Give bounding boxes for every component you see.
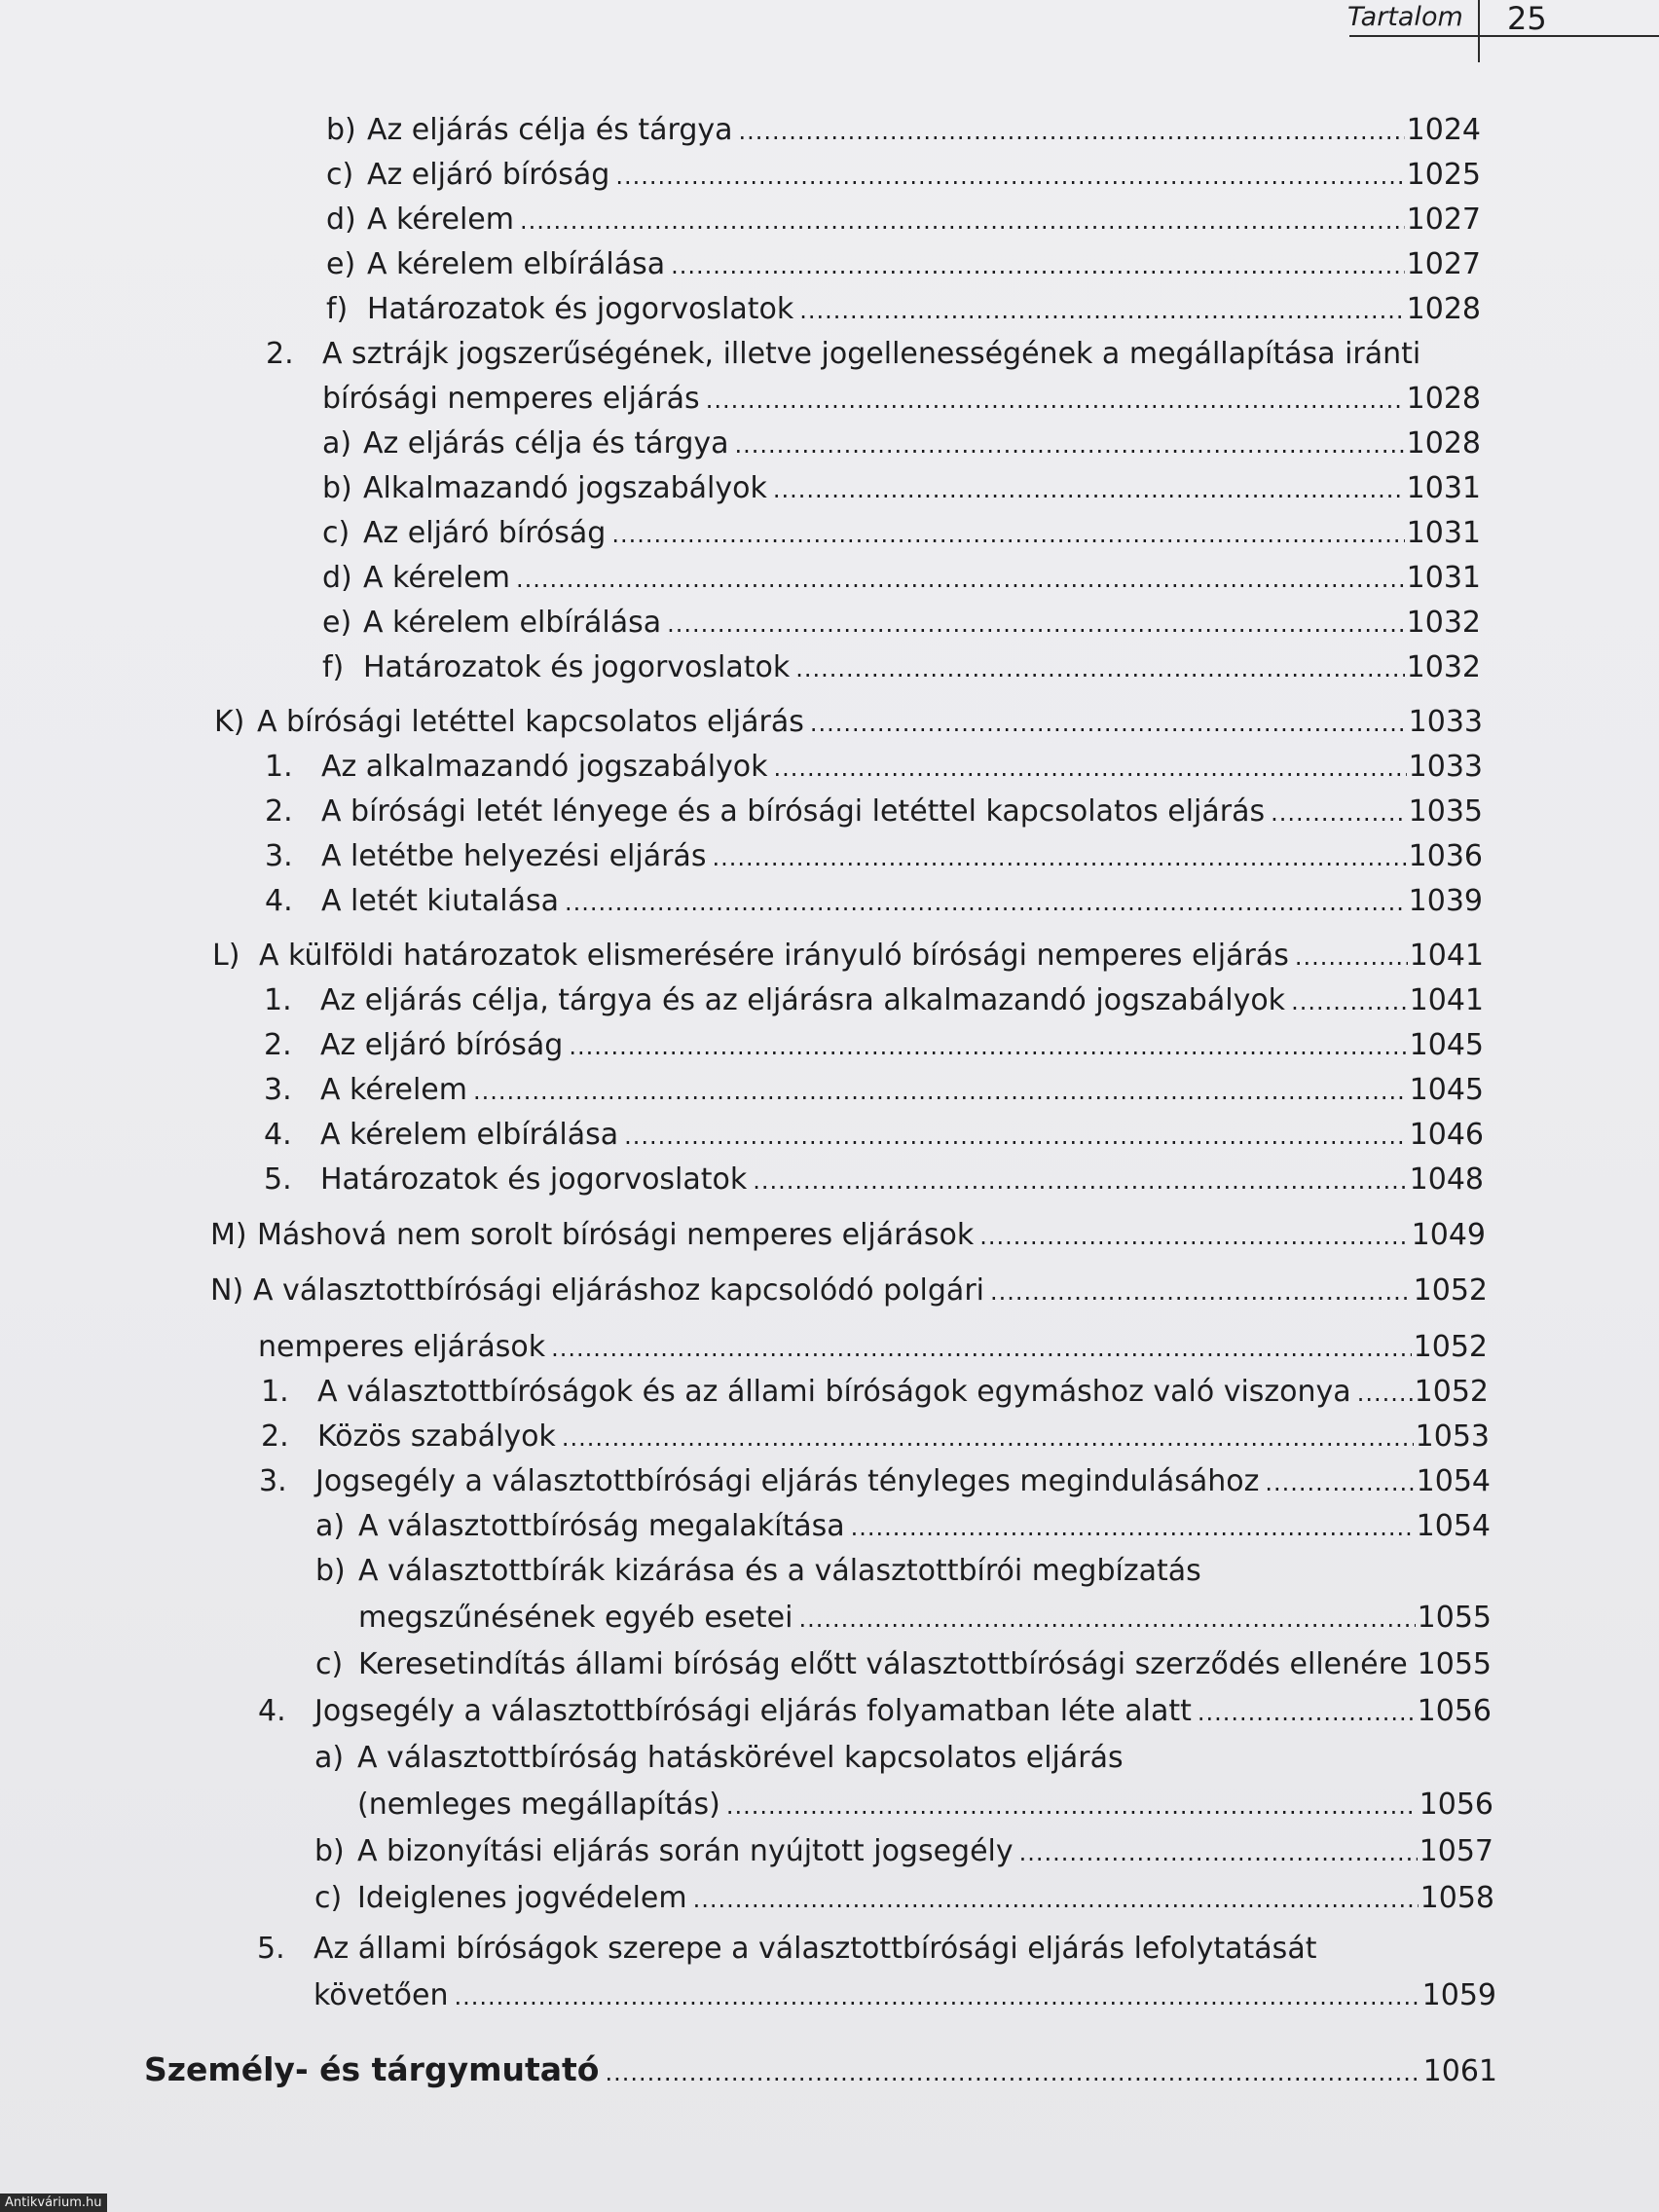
toc-title: A bírósági letéttel kapcsolatos eljárás <box>257 705 804 739</box>
toc-leader <box>667 605 1405 644</box>
toc-marker: c) <box>322 516 350 550</box>
toc-page: 1031 <box>1406 561 1481 595</box>
toc-marker: 2. <box>266 337 294 371</box>
toc-page: 1041 <box>1409 983 1484 1017</box>
toc-title: Határozatok és jogorvoslatok <box>363 650 791 684</box>
toc-leader <box>773 470 1405 509</box>
toc-marker: d) <box>326 203 356 237</box>
toc-entry <box>322 469 1481 509</box>
running-head-title: Tartalom <box>1347 2 1463 32</box>
toc-leader <box>1357 1374 1413 1413</box>
toc-title: Az eljárás célja, tárgya és az eljárásra alkalmazandó jogszabályok <box>320 983 1286 1017</box>
toc-page: 1027 <box>1406 203 1481 237</box>
toc-entry-continuation <box>357 1786 1493 1825</box>
toc-leader <box>1295 938 1408 977</box>
toc-title: A bizonyítási eljárás során nyújtott jogsegély <box>357 1834 1014 1868</box>
toc-entry <box>326 156 1481 196</box>
toc-page: 1033 <box>1408 705 1483 739</box>
toc-leader <box>1198 1693 1416 1732</box>
toc-leader <box>1291 982 1408 1021</box>
toc-marker: e) <box>326 247 356 281</box>
toc-title: A kérelem <box>367 203 514 237</box>
toc-page: 1028 <box>1406 292 1481 326</box>
toc-title: Határozatok és jogorvoslatok <box>320 1162 748 1197</box>
index-title: Személy- és tárgymutató <box>144 2050 600 2088</box>
toc-page: 1025 <box>1406 158 1481 192</box>
toc-title: Az alkalmazandó jogszabályok <box>321 750 768 784</box>
toc-leader <box>1265 1463 1414 1502</box>
toc-page: 1054 <box>1416 1464 1491 1498</box>
toc-entry <box>261 1373 1489 1413</box>
toc-page: 1045 <box>1409 1028 1484 1062</box>
toc-page: 1031 <box>1406 516 1481 550</box>
toc-title: A külföldi határozatok elismerésére irányuló bírósági nemperes eljárás <box>259 939 1289 973</box>
toc-title: megszűnésének egyéb esetei <box>358 1601 793 1635</box>
toc-marker: 3. <box>259 1464 287 1498</box>
toc-title: Az eljáró bíróság <box>367 158 610 192</box>
toc-leader <box>990 1272 1412 1311</box>
toc-leader <box>795 649 1404 688</box>
toc-title: A kérelem elbírálása <box>363 606 662 640</box>
toc-page: 1048 <box>1409 1162 1484 1197</box>
toc-title: Jogsegély a választottbírósági eljárás tényleges megindulásához <box>315 1464 1260 1498</box>
toc-entry <box>326 201 1481 240</box>
toc-section-entry <box>210 1216 1486 1256</box>
toc-entry <box>315 1552 1491 1591</box>
toc-page: 1031 <box>1406 471 1481 505</box>
toc-title: nemperes eljárások <box>258 1330 546 1364</box>
toc-entry <box>265 837 1483 877</box>
toc-marker: a) <box>322 426 352 461</box>
toc-entry <box>265 748 1483 788</box>
toc-page: 1052 <box>1413 1273 1488 1308</box>
toc-marker: N) <box>210 1273 244 1308</box>
toc-marker: b) <box>315 1554 346 1588</box>
toc-leader <box>516 560 1405 599</box>
toc-marker: b) <box>314 1834 345 1868</box>
toc-entry-continuation <box>358 1599 1492 1639</box>
toc-page: 1028 <box>1406 382 1481 416</box>
toc-leader <box>851 1508 1415 1547</box>
toc-title: A kérelem elbírálása <box>320 1118 619 1152</box>
toc-entry <box>322 514 1481 554</box>
toc-marker: d) <box>322 561 352 595</box>
toc-title: Alkalmazandó jogszabályok <box>363 471 767 505</box>
toc-page: 1046 <box>1409 1118 1484 1152</box>
toc-title: A kérelem <box>320 1073 467 1107</box>
toc-title: bírósági nemperes eljárás <box>322 382 700 416</box>
toc-marker: K) <box>214 705 245 739</box>
toc-entry <box>261 1418 1490 1457</box>
toc-title: A sztrájk jogszerűségének, illetve jogellenességének a megállapítása iránti <box>322 337 1421 371</box>
toc-leader <box>712 838 1406 877</box>
toc-leader <box>454 1977 1419 2016</box>
toc-title: Ideiglenes jogvédelem <box>357 1881 687 1915</box>
toc-title: A választottbírák kizárása és a választottbírói megbízatás <box>358 1554 1201 1588</box>
toc-page: 1056 <box>1419 1788 1493 1822</box>
toc-entry <box>314 1879 1494 1919</box>
toc-entry <box>322 559 1481 599</box>
toc-leader <box>569 1027 1407 1066</box>
toc-leader <box>1414 1646 1416 1685</box>
toc-page: 1024 <box>1406 113 1481 147</box>
toc-leader <box>979 1217 1409 1256</box>
toc-title: Keresetindítás állami bíróság előtt választottbírósági szerződés ellenére <box>358 1647 1408 1681</box>
toc-page: 1028 <box>1406 426 1481 461</box>
header-divider <box>1478 0 1480 62</box>
toc-marker: 4. <box>265 884 293 918</box>
toc-page: 1045 <box>1409 1073 1484 1107</box>
toc-entry <box>264 1161 1484 1200</box>
toc-title: Jogsegély a választottbírósági eljárás folyamatban léte alatt <box>314 1694 1192 1728</box>
toc-page: 1039 <box>1408 884 1483 918</box>
toc-title: Az eljáró bíróság <box>363 516 607 550</box>
toc-entry <box>322 604 1481 644</box>
toc-title: A kérelem <box>363 561 510 595</box>
toc-page: 1058 <box>1419 1881 1494 1915</box>
toc-title: A választottbíróság megalakítása <box>358 1509 845 1543</box>
toc-index-entry <box>144 2050 1497 2092</box>
toc-leader <box>520 202 1405 240</box>
toc-marker: f) <box>322 650 345 684</box>
toc-entry <box>264 1116 1484 1156</box>
toc-title: Az állami bíróságok szerepe a választottbírósági eljárás lefolytatását <box>313 1932 1317 1966</box>
toc-page: 1055 <box>1417 1647 1492 1681</box>
toc-title: A bírósági letét lényege és a bírósági letéttel kapcsolatos eljárás <box>321 794 1266 829</box>
watermark: Antikvárium.hu <box>0 2194 107 2212</box>
toc-entry <box>315 1645 1492 1685</box>
toc-page: 1056 <box>1417 1694 1492 1728</box>
toc-entry <box>322 424 1481 464</box>
toc-leader <box>671 246 1405 285</box>
toc-entry <box>265 882 1483 922</box>
toc-marker: e) <box>322 606 352 640</box>
toc-page: 1041 <box>1409 939 1484 973</box>
toc-leader <box>706 381 1405 420</box>
toc-section-entry <box>212 937 1484 977</box>
toc-leader <box>1271 793 1407 832</box>
toc-marker: a) <box>314 1741 345 1775</box>
toc-entry <box>265 793 1483 832</box>
toc-page: 1035 <box>1408 794 1483 829</box>
toc-entry-continuation <box>258 1328 1488 1368</box>
toc-page: 1053 <box>1415 1419 1490 1454</box>
toc-marker: 4. <box>264 1118 292 1152</box>
toc-title: Az eljárás célja és tárgya <box>367 113 733 147</box>
toc-title: A letét kiutalása <box>321 884 559 918</box>
toc-leader <box>774 749 1407 788</box>
toc-section-entry <box>214 703 1483 743</box>
toc-leader <box>753 1161 1407 1200</box>
toc-leader <box>735 425 1405 464</box>
toc-page: 1052 <box>1413 1330 1488 1364</box>
toc-marker: b) <box>326 113 356 147</box>
toc-page: 1052 <box>1414 1375 1489 1409</box>
page-number: 25 <box>1507 0 1547 37</box>
toc-marker: 1. <box>261 1375 289 1409</box>
toc-leader <box>562 1419 1414 1457</box>
toc-entry <box>314 1739 1493 1778</box>
toc-leader <box>605 2053 1420 2092</box>
toc-entry <box>326 290 1481 330</box>
toc-marker: M) <box>210 1218 247 1252</box>
toc-page: 1027 <box>1406 247 1481 281</box>
toc-entry <box>264 1071 1484 1111</box>
toc-entry <box>322 648 1481 688</box>
toc-page: 1036 <box>1408 839 1483 873</box>
toc-title: (nemleges megállapítás) <box>357 1788 720 1822</box>
toc-title: A választottbíróság hatáskörével kapcsolatos eljárás <box>357 1741 1124 1775</box>
toc-marker: 5. <box>257 1932 285 1966</box>
toc-marker: 3. <box>264 1073 292 1107</box>
toc-leader <box>551 1329 1412 1368</box>
toc-marker: 2. <box>264 1028 292 1062</box>
toc-entry <box>264 981 1484 1021</box>
toc-entry <box>314 1832 1493 1872</box>
toc-marker: c) <box>314 1881 343 1915</box>
toc-page: 1054 <box>1416 1509 1491 1543</box>
toc-leader <box>739 112 1405 151</box>
toc-marker: c) <box>315 1647 344 1681</box>
toc-page: 1061 <box>1422 2054 1497 2088</box>
toc-marker: L) <box>212 939 240 973</box>
toc-entry <box>264 1026 1484 1066</box>
toc-leader <box>615 157 1404 196</box>
toc-marker: 1. <box>265 750 293 784</box>
toc-section-entry <box>210 1272 1488 1311</box>
toc-marker: 5. <box>264 1162 292 1197</box>
toc-entry <box>326 245 1481 285</box>
toc-marker: a) <box>315 1509 346 1543</box>
toc-page: 1055 <box>1417 1601 1492 1635</box>
toc-entry-continuation <box>322 380 1481 420</box>
toc-entry <box>259 1462 1491 1502</box>
toc-marker: 4. <box>258 1694 286 1728</box>
toc-entry <box>326 111 1481 151</box>
header-rule <box>1349 35 1659 37</box>
toc-marker: f) <box>326 292 349 326</box>
toc-entry <box>266 335 1481 374</box>
toc-page: 1032 <box>1406 606 1481 640</box>
toc-title: Közös szabályok <box>317 1419 556 1454</box>
toc-marker: 2. <box>261 1419 289 1454</box>
toc-marker: 3. <box>265 839 293 873</box>
toc-title: A választottbíróságok és az állami bíróságok egymáshoz való viszonya <box>317 1375 1351 1409</box>
toc-page: 1032 <box>1406 650 1481 684</box>
toc-title: A letétbe helyezési eljárás <box>321 839 707 873</box>
toc-page: 1059 <box>1421 1978 1496 2012</box>
toc-leader <box>798 1600 1415 1639</box>
toc-title: Az eljárás célja és tárgya <box>363 426 729 461</box>
toc-leader <box>726 1787 1418 1825</box>
toc-page: 1049 <box>1411 1218 1486 1252</box>
toc-leader <box>624 1117 1408 1156</box>
toc-marker: c) <box>326 158 354 192</box>
toc-leader <box>693 1880 1419 1919</box>
toc-page: 1057 <box>1419 1834 1493 1868</box>
toc-title: A választottbírósági eljáráshoz kapcsolódó polgári <box>253 1273 984 1308</box>
toc-leader <box>810 704 1407 743</box>
toc-entry <box>258 1692 1492 1732</box>
toc-title: Határozatok és jogorvoslatok <box>367 292 794 326</box>
toc-leader <box>473 1072 1408 1111</box>
toc-entry <box>257 1930 1495 1969</box>
toc-leader <box>1019 1833 1418 1872</box>
toc-leader <box>611 515 1404 554</box>
toc-leader <box>565 883 1407 922</box>
toc-marker: b) <box>322 471 352 505</box>
toc-leader <box>799 291 1404 330</box>
toc-page: 1033 <box>1408 750 1483 784</box>
toc-entry-continuation <box>313 1976 1496 2016</box>
toc-title: Az eljáró bíróság <box>320 1028 564 1062</box>
toc-marker: 2. <box>265 794 293 829</box>
toc-title: A kérelem elbírálása <box>367 247 666 281</box>
toc-title: követően <box>313 1978 449 2012</box>
toc-title: Máshová nem sorolt bírósági nemperes eljárások <box>257 1218 975 1252</box>
toc-marker: 1. <box>264 983 292 1017</box>
toc-entry <box>315 1507 1491 1547</box>
